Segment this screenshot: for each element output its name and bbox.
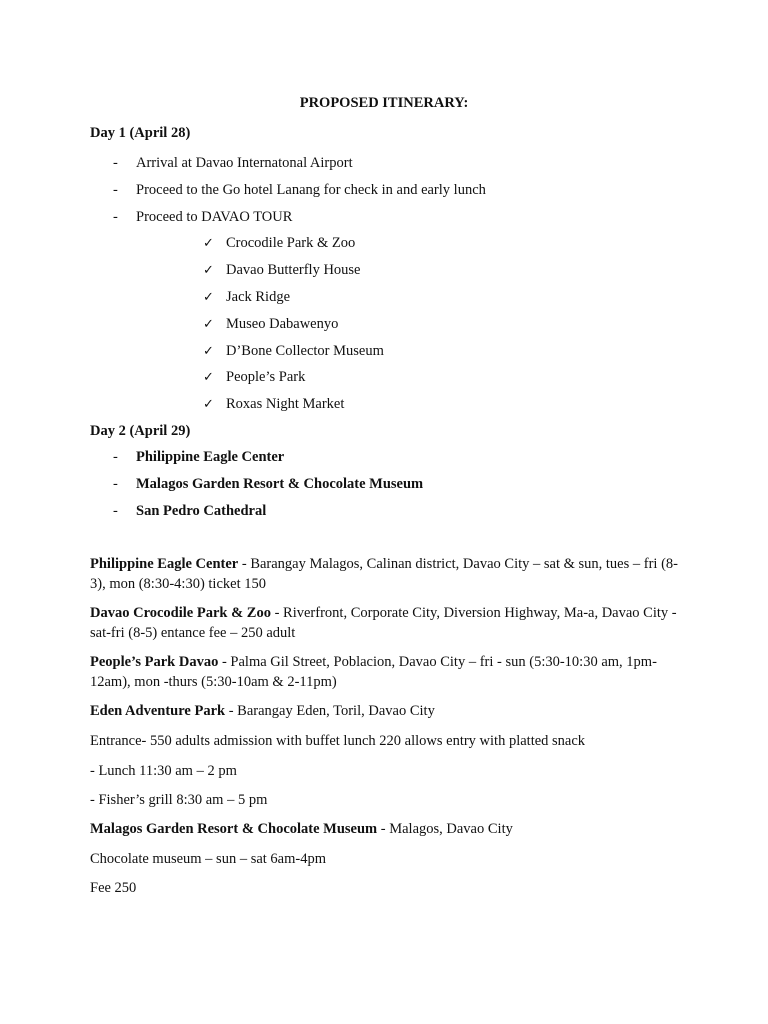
detail-text: - Palma Gil Street, Poblacion, Davao City – fri - sun (5:30-10:30 am, 1pm-12am), mon -thurs (5:30-10am & 2-11pm) — [90, 654, 657, 690]
tour-stop-text: Jack Ridge — [226, 289, 291, 305]
day1-item — [113, 153, 353, 173]
detail-eden-park — [90, 701, 680, 721]
day2-item — [113, 447, 284, 467]
tour-stop-text: Museo Dabawenyo — [226, 316, 339, 332]
checkmark-icon: ✓ — [203, 317, 214, 332]
day1-item-text: Arrival at Davao Internatonal Airport — [136, 155, 353, 171]
detail-text: - Malagos, Davao City — [377, 821, 513, 837]
tour-stop-text: Davao Butterfly House — [226, 262, 361, 278]
page-title: PROPOSED ITINERARY: — [299, 95, 469, 111]
detail-malagos — [90, 819, 680, 839]
detail-eden-lunch: - Lunch 11:30 am – 2 pm — [90, 763, 237, 779]
detail-label: Eden Adventure Park — [90, 703, 226, 719]
tour-stop — [203, 233, 355, 254]
detail-eagle-center — [90, 554, 680, 594]
detail-eden-entrance: Entrance- 550 adults admission with buffet lunch 220 allows entry with platted snack — [90, 733, 586, 749]
detail-peoples-park — [90, 652, 680, 692]
detail-eden-grill: - Fisher’s grill 8:30 am – 5 pm — [90, 792, 268, 808]
detail-fee: Fee 250 — [90, 880, 137, 896]
tour-stop — [203, 314, 338, 335]
tour-stop-text: People’s Park — [226, 369, 306, 385]
tour-stop — [203, 287, 290, 308]
checkmark-icon: ✓ — [203, 263, 214, 278]
checkmark-icon: ✓ — [203, 370, 214, 385]
day1-item-text: Proceed to the Go hotel Lanang for check in and early lunch — [136, 182, 486, 198]
detail-text: - Barangay Eden, Toril, Davao City — [225, 703, 435, 719]
detail-label: Philippine Eagle Center — [90, 556, 239, 572]
dash-bullet: - — [113, 155, 118, 171]
checkmark-icon: ✓ — [203, 290, 214, 305]
day1-heading: Day 1 (April 28) — [90, 125, 191, 141]
tour-stop — [203, 394, 344, 415]
day1-item — [113, 207, 292, 227]
day1-item — [113, 180, 486, 200]
tour-stop — [203, 260, 361, 281]
checkmark-icon: ✓ — [203, 236, 214, 251]
detail-label: Davao Crocodile Park & Zoo — [90, 605, 271, 621]
dash-bullet: - — [113, 182, 118, 198]
checkmark-icon: ✓ — [203, 344, 214, 359]
day2-item-text: Philippine Eagle Center — [136, 449, 285, 465]
detail-chocolate-hours: Chocolate museum – sun – sat 6am-4pm — [90, 851, 326, 867]
dash-bullet: - — [113, 503, 118, 519]
day2-item-text: Malagos Garden Resort & Chocolate Museum — [136, 476, 424, 492]
day2-heading: Day 2 (April 29) — [90, 423, 191, 439]
day2-item — [113, 501, 266, 521]
dash-bullet: - — [113, 476, 118, 492]
dash-bullet: - — [113, 449, 118, 465]
checkmark-icon: ✓ — [203, 397, 214, 412]
detail-text: - Barangay Malagos, Calinan district, Davao City – sat & sun, tues – fri (8-3), mon (8:30-4:30) ticket 150 — [90, 556, 678, 592]
tour-stop — [203, 341, 384, 362]
tour-stop-text: D’Bone Collector Museum — [226, 343, 384, 359]
day1-item-text: Proceed to DAVAO TOUR — [136, 209, 293, 225]
day2-item-text: San Pedro Cathedral — [136, 503, 267, 519]
detail-text: - Riverfront, Corporate City, Diversion Highway, Ma-a, Davao City - sat-fri (8-5) entance fee – 250 adult — [90, 605, 677, 641]
tour-stop — [203, 367, 305, 388]
tour-stop-text: Roxas Night Market — [226, 396, 345, 412]
dash-bullet: - — [113, 209, 118, 225]
detail-label: Malagos Garden Resort & Chocolate Museum — [90, 821, 378, 837]
detail-crocodile-park — [90, 603, 680, 643]
day2-item — [113, 474, 423, 494]
detail-label: People’s Park Davao — [90, 654, 219, 670]
tour-stop-text: Crocodile Park & Zoo — [226, 235, 356, 251]
